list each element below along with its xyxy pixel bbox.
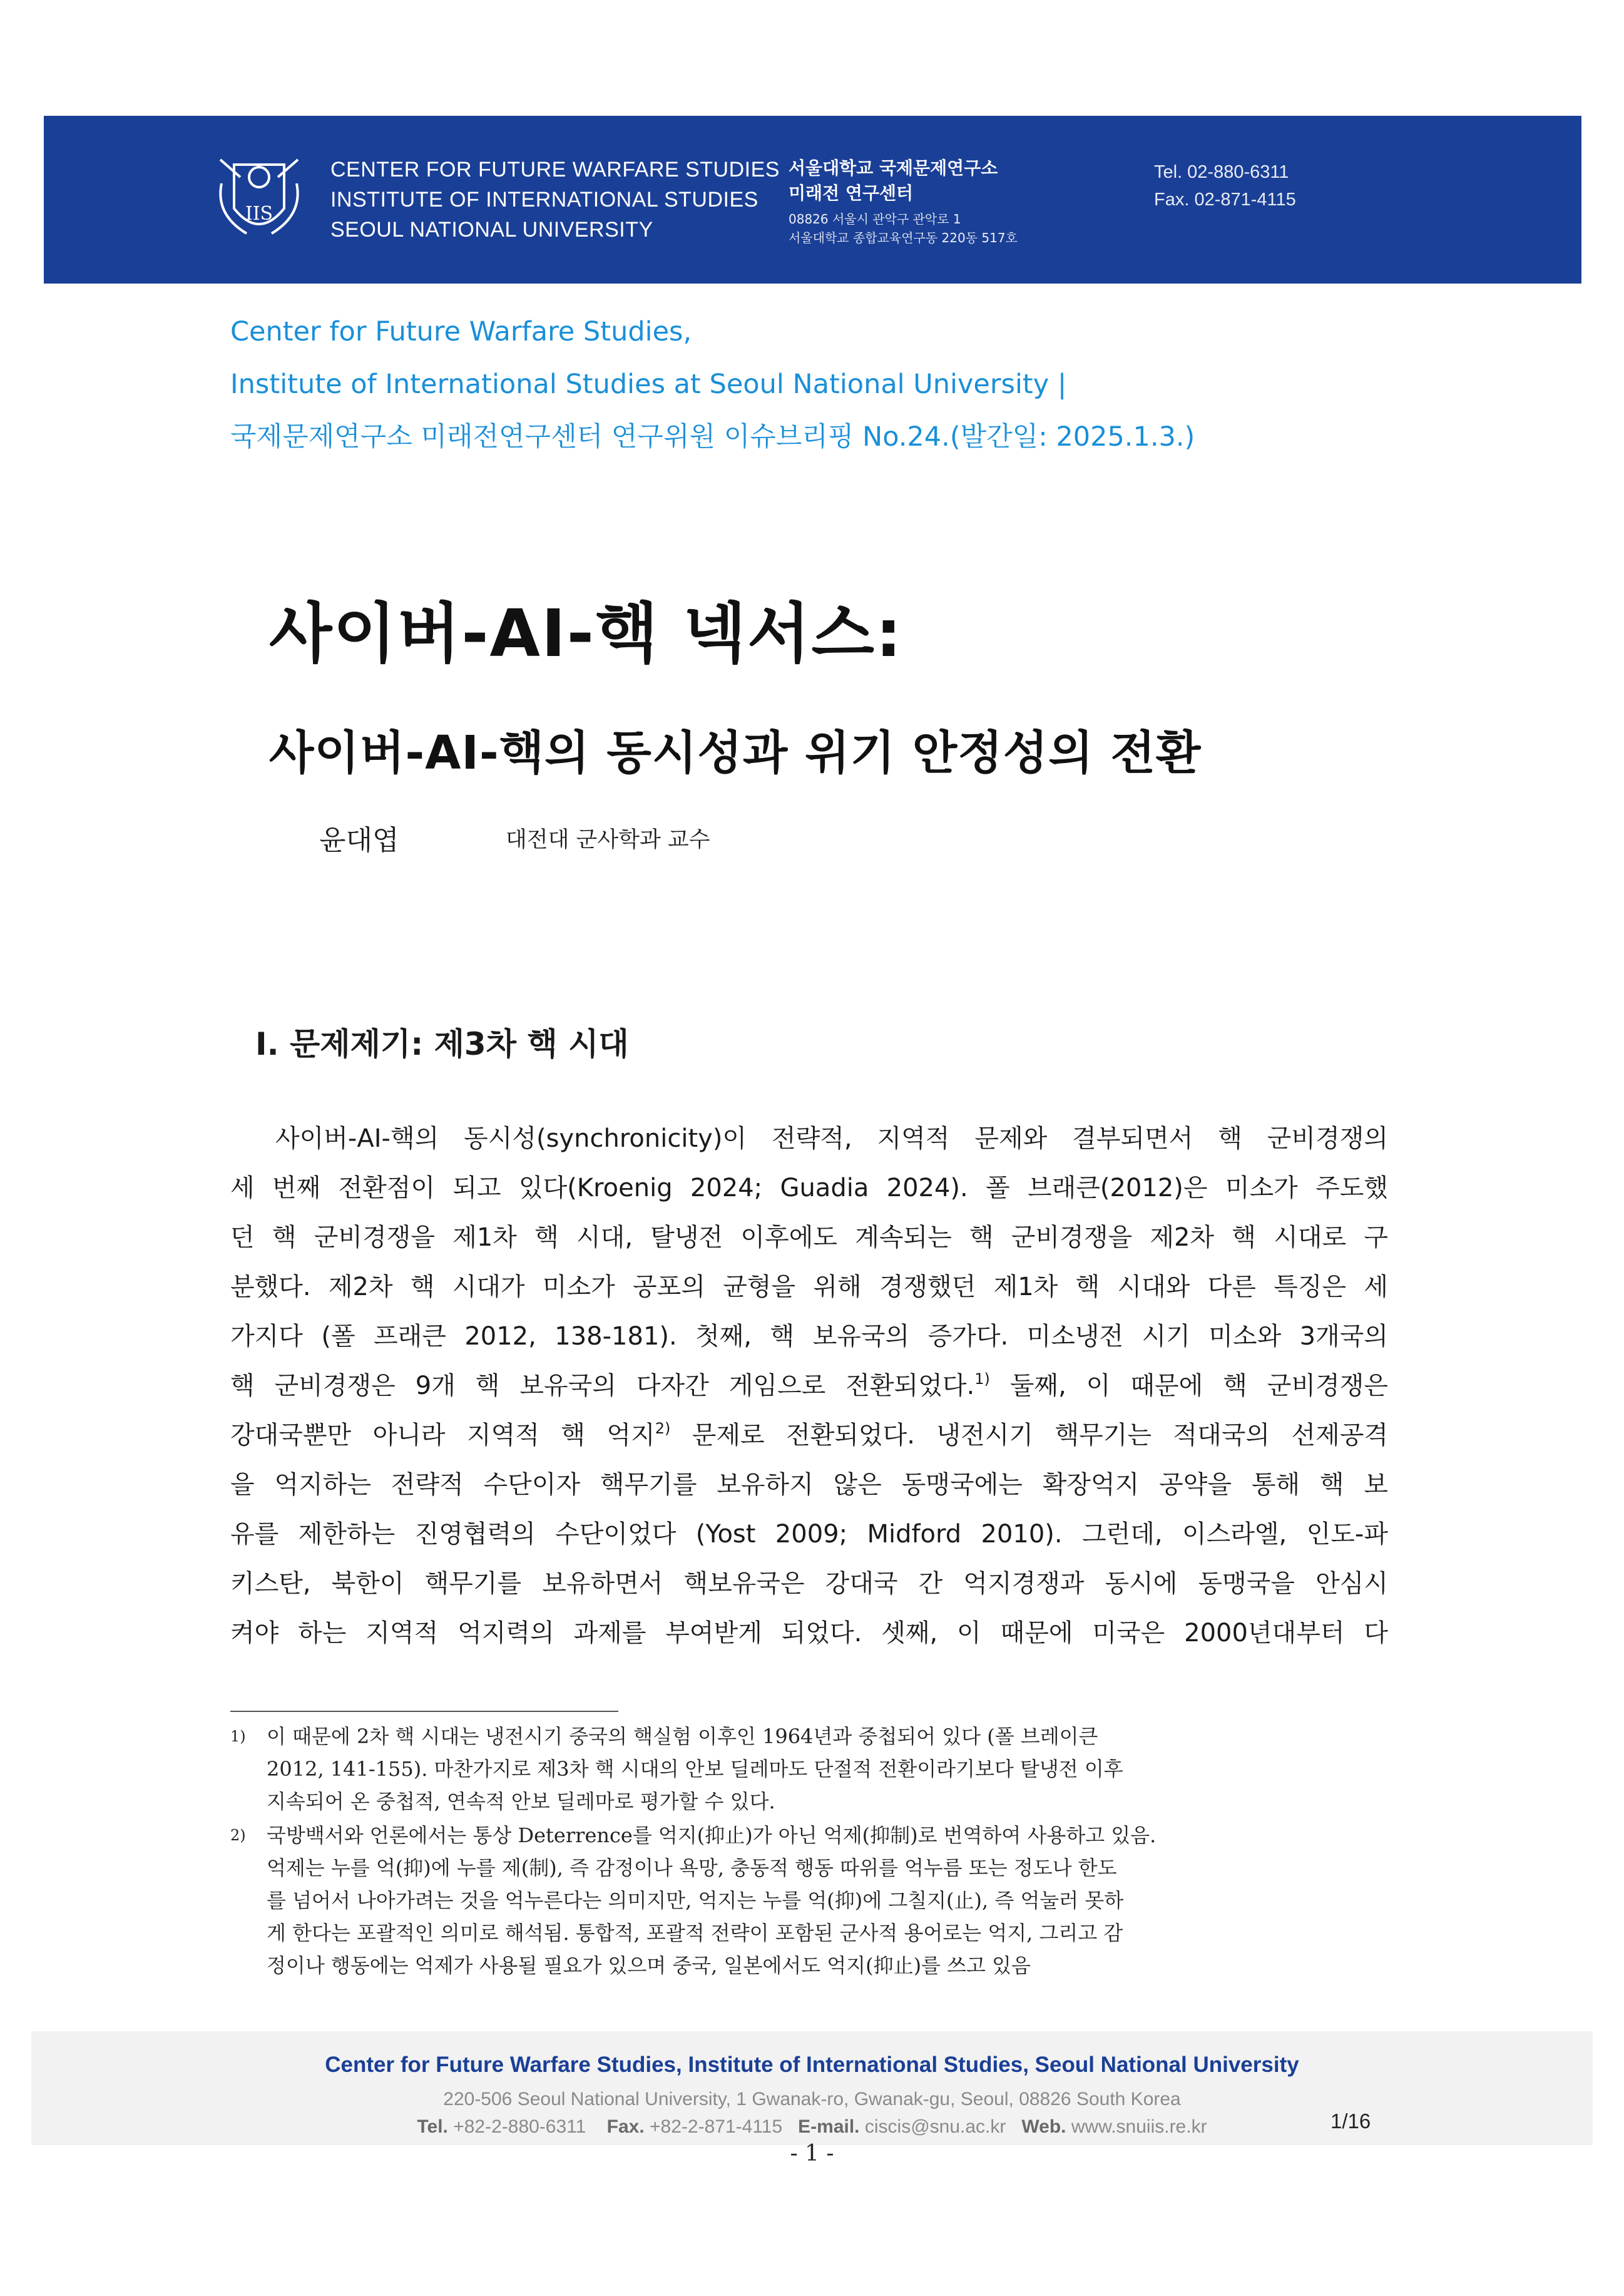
body-text: 강대국뿐만 아니라 지역적 핵 억지 [230,1421,655,1450]
body-line: 을 억지하는 전략적 수단이자 핵무기를 보유하지 않은 동맹국에는 확장억지 공약을 통해 핵 보 [230,1470,1388,1499]
body-text: 문제로 전환되었다. 냉전시기 핵무기는 적대국의 선제공격 [670,1421,1388,1450]
footnote-line: 2012, 141-155). 마찬가지로 제3차 핵 시대의 안보 딜레마도 단절적 전환이라기보다 탈냉전 이후 [267,1757,1123,1781]
body-line: 켜야 하는 지역적 억지력의 과제를 부여받게 되었다. 셋째, 이 때문에 미국은 2000년대부터 다 [230,1619,1388,1648]
fax-text: Fax. 02-871-4115 [1154,190,1296,210]
org-name-line: INSTITUTE OF INTERNATIONAL STUDIES [330,188,758,212]
org-name-en [330,155,780,245]
footnote-line: 게 한다는 포괄적인 의미로 해석됨. 통합적, 포괄적 전략이 포함된 군사적 용어로는 억지, 그리고 감 [267,1921,1123,1945]
document-title: 사이버-AI-핵 넥서스: [269,595,903,672]
page-fraction: 1/16 [1330,2109,1371,2133]
web-link[interactable]: www.snuiis.re.kr [1071,2116,1207,2137]
body-line [230,1361,1388,1411]
org-kr-line: 미래전 연구센터 [789,183,914,203]
author-name: 윤대엽 [319,824,399,856]
footnote-line: 억제는 누를 억(抑)에 누를 제(制), 즉 감정이나 욕망, 충동적 행동 따위를 억누름 또는 정도나 한도 [267,1856,1117,1880]
logo-text: IIS [245,203,273,225]
footnote-mark: 2) [230,1827,246,1844]
footnotes [230,1720,1388,1983]
footnote-line: 이 때문에 2차 핵 시대는 냉전시기 중국의 핵실험 이후인 1964년과 중첩되어 있다 (폴 브레이큰 [267,1725,1098,1748]
body-line: 키스탄, 북한이 핵무기를 보유하면서 핵보유국은 강대국 간 억지경쟁과 동시에 동맹국을 안심시 [230,1569,1388,1598]
body-line [230,1411,1388,1460]
address-line: 서울대학교 종합교육연구동 220동 517호 [789,230,1018,245]
footnote-divider [230,1711,618,1712]
org-name-line: CENTER FOR FUTURE WARFARE STUDIES [330,158,780,182]
body-paragraph [230,1114,1388,1658]
header-banner [44,116,1581,284]
body-line: 가지다 (폴 프래큰 2012, 138-181). 첫째, 핵 보유국의 증가다. 미소냉전 시기 미소와 3개국의 [230,1322,1388,1351]
body-text: 둘째, 이 때문에 핵 군비경쟁은 [989,1371,1389,1400]
body-line: 분했다. 제2차 핵 시대가 미소가 공포의 균형을 위해 경쟁했던 제1차 핵 시대와 다른 특징은 세 [230,1273,1388,1301]
org-kr-line: 서울대학교 국제문제연구소 [789,158,998,178]
fax-label: Fax. [606,2116,645,2137]
pubinfo-line: Institute of International Studies at Seoul National University | [230,369,1067,400]
footnote-line: 국방백서와 언론에서는 통상 Deterrence를 억지(抑止)가 아닌 억제(抑制)로 번역하여 사용하고 있음. [267,1823,1157,1847]
body-line: 세 번째 전환점이 되고 있다(Kroenig 2024; Guadia 2024). 폴 브래큰(2012)은 미소가 주도했 [230,1174,1388,1202]
footnote-ref[interactable]: 1) [974,1370,990,1388]
fax-value: +82-2-871-4115 [650,2116,783,2137]
footnote-mark: 1) [230,1728,246,1745]
footnote-line: 를 넘어서 나아가려는 것을 억누른다는 의미지만, 억지는 누를 억(抑)에 그칠지(止), 즉 억눌러 못하 [267,1889,1124,1912]
body-line: 사이버-AI-핵의 동시성(synchronicity)이 전략적, 지역적 문제와 결부되면서 핵 군비경쟁의 [275,1124,1388,1153]
footnote-ref[interactable]: 2) [655,1420,671,1437]
section-heading: I. 문제제기: 제3차 핵 시대 [255,1026,629,1062]
pubinfo-line: 국제문제연구소 미래전연구센터 연구위원 이슈브리핑 No.24.(발간일: 2025.1.3.) [230,421,1195,453]
org-name-line: SEOUL NATIONAL UNIVERSITY [330,218,653,242]
author-affiliation: 대전대 군사학과 교수 [506,828,710,853]
publication-info [230,305,1195,463]
body-text: 핵 군비경쟁은 9개 핵 보유국의 다자간 게임으로 전환되었다. [230,1371,975,1400]
tel-value: +82-2-880-6311 [453,2116,586,2137]
footnote-line: 정이나 행동에는 억제가 사용될 필요가 있으며 중국, 일본에서도 억지(抑止)를 쓰고 있음 [267,1954,1031,1977]
body-line: 던 핵 군비경쟁을 제1차 핵 시대, 탈냉전 이후에도 계속되는 핵 군비경쟁을 제2차 핵 시대로 구 [230,1223,1388,1252]
body-line: 유를 제한하는 진영협력의 수단이었다 (Yost 2009; Midford 2010). 그런데, 이스라엘, 인도-파 [230,1520,1388,1549]
footer-address: 220-506 Seoul National University, 1 Gwanak-ro, Gwanak-gu, Seoul, 08826 South Korea [443,2089,1181,2109]
email-link[interactable]: ciscis@snu.ac.kr [864,2116,1006,2137]
document-subtitle: 사이버-AI-핵의 동시성과 위기 안정성의 전환 [269,726,1202,780]
tel-label: Tel. [417,2116,448,2137]
page-number: - 1 - [790,2141,834,2166]
footnote [230,1819,1388,1982]
university-seal-icon [209,146,309,246]
org-name-kr [789,156,1018,247]
footnote-line: 지속되어 온 중첩적, 연속적 안보 딜레마로 평가할 수 있다. [267,1790,775,1813]
address-line: 08826 서울시 관악구 관악로 1 [789,212,961,227]
footnote [230,1720,1388,1818]
footer-org: Center for Future Warfare Studies, Institute of International Studies, Seoul National University [325,2053,1299,2077]
web-label: Web. [1021,2116,1066,2137]
header-contact [1154,158,1296,213]
tel-text: Tel. 02-880-6311 [1154,162,1289,182]
email-label: E-mail. [798,2116,860,2137]
pubinfo-line: Center for Future Warfare Studies, [230,316,692,347]
